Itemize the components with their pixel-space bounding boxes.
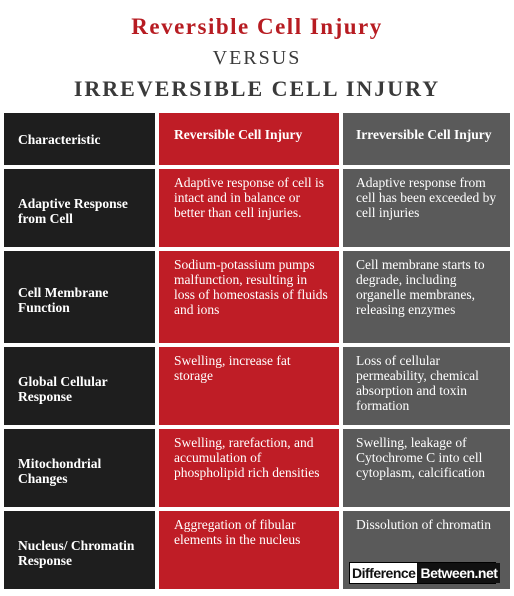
row-characteristic: Adaptive Response from Cell (4, 169, 155, 247)
row-irreversible: Swelling, leakage of Cytochrome C into cell cytoplasm, calcification (343, 429, 510, 507)
title-versus: VERSUS (212, 47, 302, 69)
row-characteristic: Mitochondrial Changes (4, 429, 155, 507)
table-row (4, 347, 510, 425)
row-irreversible: Adaptive response from cell has been exceeded by cell injuries (343, 169, 510, 247)
row-reversible: Adaptive response of cell is intact and in balance or better than cell injuries. (159, 169, 339, 247)
watermark-part-1: Difference (352, 565, 416, 581)
title-line-3: IRREVERSIBLE CELL INJURY (73, 76, 441, 101)
title-line-1: Reversible Cell Injury (131, 14, 383, 39)
header-characteristic: Characteristic (4, 113, 155, 165)
header-reversible: Reversible Cell Injury (159, 113, 339, 165)
row-irreversible: Cell membrane starts to degrade, including organelle membranes, releasing enzymes (343, 251, 510, 343)
row-reversible: Sodium-potassium pumps malfunction, resulting in loss of homeostasis of fluids and ions (159, 251, 339, 343)
table-header-row (4, 113, 510, 165)
table-row (4, 251, 510, 343)
row-reversible: Aggregation of fibular elements in the nucleus (159, 511, 339, 589)
comparison-table (4, 113, 510, 593)
row-characteristic: Cell Membrane Function (4, 251, 155, 343)
row-characteristic: Global Cellular Response (4, 347, 155, 425)
site-watermark-logo (349, 562, 496, 584)
row-characteristic: Nucleus/ Chromatin Response (4, 511, 155, 589)
row-reversible: Swelling, rarefaction, and accumulation of phospholipid rich densities (159, 429, 339, 507)
row-irreversible: Dissolution of chromatin (343, 511, 510, 589)
watermark-part-2: Between.net (417, 563, 500, 583)
row-reversible: Swelling, increase fat storage (159, 347, 339, 425)
header-irreversible: Irreversible Cell Injury (343, 113, 510, 165)
row-irreversible: Loss of cellular permeability, chemical absorption and toxin formation (343, 347, 510, 425)
table-row (4, 169, 510, 247)
table-row (4, 429, 510, 507)
